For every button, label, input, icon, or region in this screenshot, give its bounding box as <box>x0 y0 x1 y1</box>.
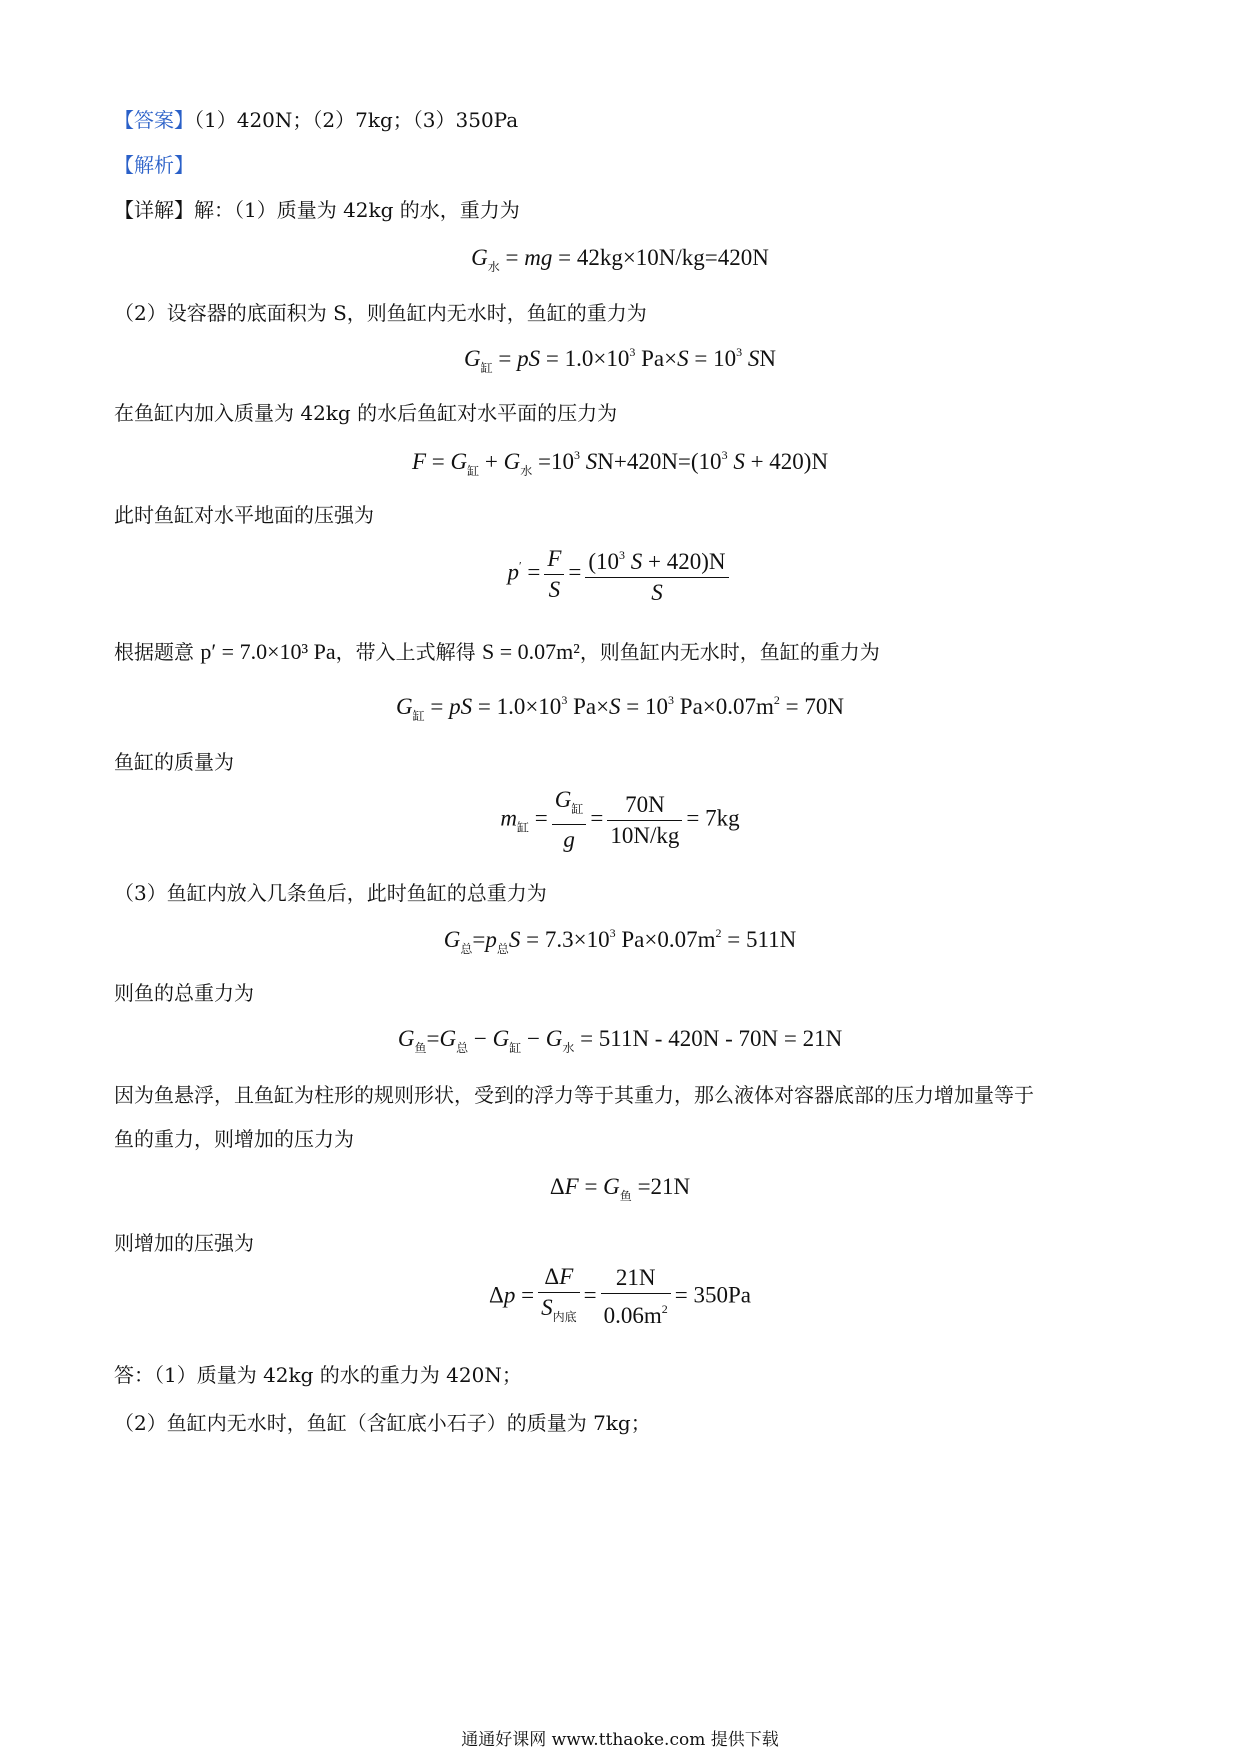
paragraph-5: 根据题意 p′ = 7.0×10³ Pa，带入上式解得 S = 0.07m²，则鱼缸内无水时，鱼缸的重力为 <box>114 639 880 664</box>
condition-p: p′ = 7.0×10³ Pa <box>200 639 336 664</box>
equation-10: Δp = ΔF $S_{内底}$ = $\frac{21N}{0.06m^2}$ = 350Pa <box>489 1264 751 1328</box>
paragraph-9a: 因为鱼悬浮，且鱼缸为柱形的规则形状，受到的浮力等于其重力，那么液体对容器底部的压力增加量等于 <box>114 1083 1034 1107</box>
answer-summary-2: （2）鱼缸内无水时，鱼缸（含缸底小石子）的质量为 7kg； <box>114 1411 651 1435</box>
paragraph-9b: 鱼的重力，则增加的压力为 <box>114 1127 354 1151</box>
equation-9: $\Delta F = G_鱼 =21N$ <box>549 1174 691 1203</box>
answer-text: （1）420N；（2）7kg；（3）350Pa <box>194 108 519 132</box>
equation-8: $G_鱼=G_总 - G_缸 - G_水 = 511N - 420N - 70N = 21N$ <box>397 1026 843 1055</box>
answer-summary-1: 答：（1）质量为 42kg 的水的重力为 420N； <box>114 1363 522 1387</box>
equation-2: $G_缸$ = pS = $1.0\times 10^3$ $Pa\times S = 10^3$ SN <box>464 345 776 375</box>
equation-3: $F = G_缸 + G_水 =10^3$ $SN+420N=(10^3$ S + 420)N <box>411 448 829 478</box>
result-s: S = 0.07m² <box>481 639 580 664</box>
paragraph-6: 鱼缸的质量为 <box>114 750 234 774</box>
answer-line <box>114 105 518 135</box>
paragraph-8: 则鱼的总重力为 <box>114 981 254 1005</box>
equation-6: $m_缸$ = $G_缸$ g = $\frac{70N}{10N/kg}$ = 7kg <box>500 787 740 852</box>
answer-tag: 【答案】 <box>114 108 194 132</box>
analysis-tag: 【解析】 <box>114 153 194 177</box>
equation-7: $G_总=p_总S = 7.3\times 10^3$ $Pa\times 0.07m^2 = 511N$ <box>443 926 797 956</box>
paragraph-10: 则增加的压强为 <box>114 1231 254 1255</box>
equation-5: $G_缸$ = pS = $1.0\times 10^3$ $Pa\times S = 10^3$ $Pa\times 0.07m^2 = 70N$ <box>395 693 844 723</box>
footer-text: 通通好课网 www.tthaoke.com 提供下载 <box>461 1730 779 1750</box>
paragraph-2: （2）设容器的底面积为 S，则鱼缸内无水时，鱼缸的重力为 <box>114 301 647 325</box>
detail-text: 解：（1）质量为 42kg 的水，重力为 <box>194 198 520 222</box>
equation-4: p′ = $\frac{F}{S}$ = $\frac{(10^3 S + 420)N}{S}$ <box>0 540 1240 608</box>
paragraph-4: 此时鱼缸对水平地面的压强为 <box>114 503 374 527</box>
paragraph-3: 在鱼缸内加入质量为 42kg 的水后鱼缸对水平面的压力为 <box>114 401 618 425</box>
paragraph-7: （3）鱼缸内放入几条鱼后，此时鱼缸的总重力为 <box>114 881 547 905</box>
equation-1: $G_水$ = mg = 42kg×10N/kg=420N <box>471 245 769 274</box>
detail-tag: 【详解】 <box>114 198 194 222</box>
detail-line <box>114 195 520 225</box>
